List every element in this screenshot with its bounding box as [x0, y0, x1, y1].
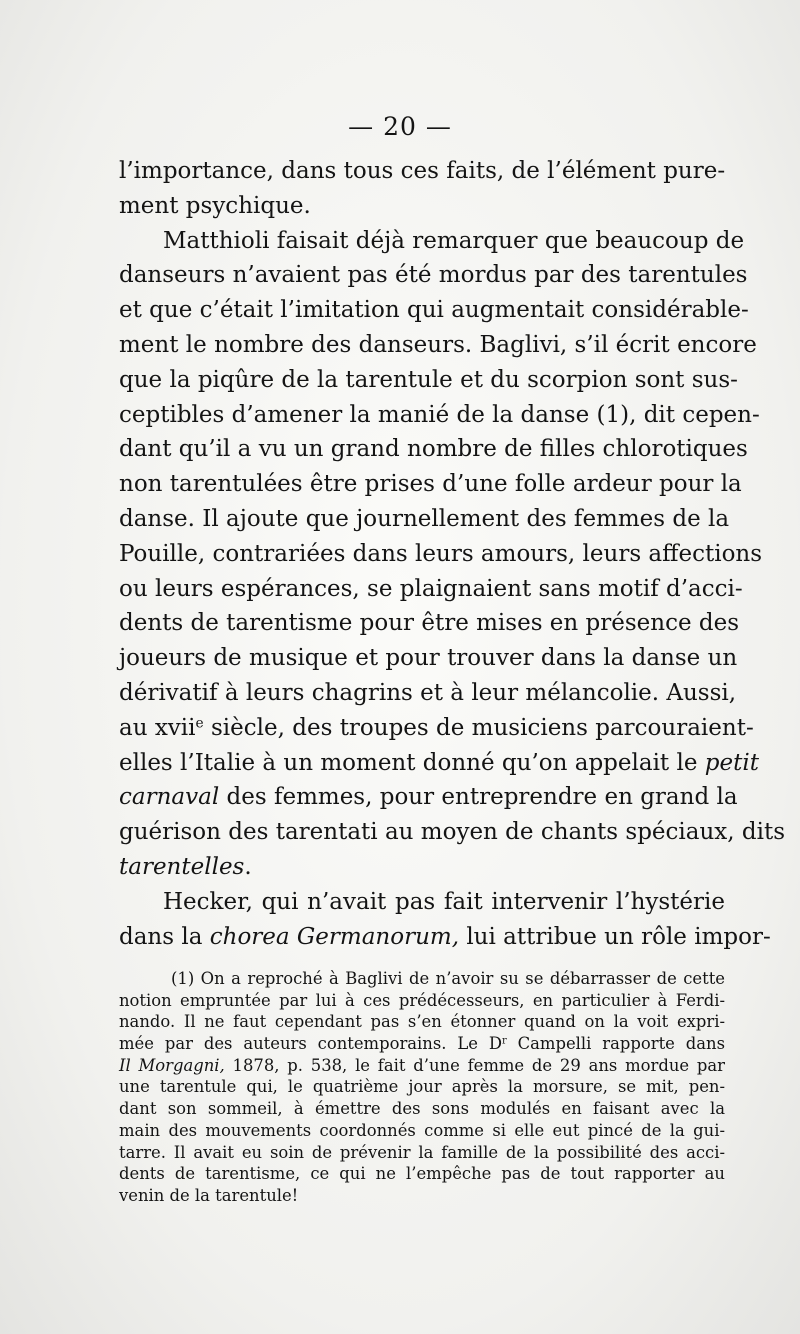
text-line: Hecker, qui n’avait pas fait intervenir l’hystérie: [163, 888, 725, 915]
footnote-line: [119, 1055, 725, 1077]
italic-text: chorea Germanorum,: [209, 923, 460, 950]
text-line: joueurs de musique et pour trouver dans la danse un: [119, 645, 738, 672]
footnote-line: main des mouvements coordonnés comme si elle eut pincé de la gui-: [119, 1120, 725, 1140]
text-line: dant qu’il a vu un grand nombre de filles chlorotiques: [119, 436, 748, 463]
text-line: dérivatif à leurs chagrins et à leur mélancolie. Aussi,: [119, 679, 737, 706]
text-segment: lui attribue un rôle impor-: [459, 923, 771, 950]
footnote-line: dents de tarentisme, ce qui ne l’empêche pas de tout rapporter au: [119, 1164, 725, 1184]
text-line: danseurs n’avaient pas été mordus par des tarentules: [119, 262, 748, 289]
footnote: [119, 968, 725, 1207]
paragraph: [119, 885, 771, 955]
text-segment: siècle, des troupes de musiciens parcouraient-: [203, 714, 754, 741]
text-line: dents de tarentisme pour être mises en présence des: [119, 610, 740, 637]
text-line: ou leurs espérances, se plaignaient sans motif d’acci-: [119, 575, 743, 602]
text-segment: mée par des auteurs contemporains. Le D: [119, 1034, 503, 1054]
text-line: [119, 780, 738, 815]
italic-text: petit: [704, 749, 759, 776]
text-segment: elles l’Italie à un moment donné qu’on appelait le: [119, 749, 705, 776]
text-line: ment le nombre des danseurs. Baglivi, s’il écrit encore: [119, 331, 757, 358]
text-segment: 1878, p. 538, le fait d’une femme de 29 ans mordue par: [224, 1055, 725, 1075]
superscript: e: [195, 715, 204, 732]
text-line: [119, 850, 725, 885]
footnote-line: notion empruntée par lui à ces prédécesseurs, en particulier à Ferdi-: [119, 990, 725, 1010]
text-line: [119, 711, 754, 746]
text-line: [119, 920, 771, 955]
page-number: — 20 —: [348, 112, 452, 141]
text-segment: Campelli rapporte dans: [506, 1034, 726, 1054]
footnote-line: une tarentule qui, le quatrième jour après la morsure, se mit, pen-: [119, 1077, 725, 1097]
footnote-line: nando. Il ne faut cependant pas s’en étonner quand on la voit expri-: [119, 1012, 725, 1032]
footnote-line: tarre. Il avait eu soin de prévenir la famille de la possibilité des acci-: [119, 1142, 725, 1162]
paragraph: [119, 224, 786, 885]
italic-text: Il Morgagni,: [119, 1055, 225, 1075]
italic-text: tarentelles: [119, 853, 245, 880]
text-segment: des femmes, pour entreprendre en grand la: [219, 784, 738, 811]
text-line: [119, 746, 759, 781]
text-line: que la piqûre de la tarentule et du scorpion sont sus-: [119, 366, 738, 393]
text-segment: au xvii: [119, 714, 196, 741]
text-line: danse. Il ajoute que journellement des femmes de la: [119, 505, 730, 532]
text-line: Matthioli faisait déjà remarquer que beaucoup de: [163, 227, 745, 254]
text-line: guérison des tarentati au moyen de chants spéciaux, dits: [119, 819, 786, 846]
text-segment: .: [244, 853, 252, 880]
superscript: r: [502, 1035, 507, 1047]
text-line: non tarentulées être prises d’une folle ardeur pour la: [119, 471, 742, 498]
text-line: l’importance, dans tous ces faits, de l’élément pure-: [119, 158, 726, 184]
text-segment: dans la: [119, 923, 210, 950]
footnote-line: venin de la tarentule!: [119, 1185, 299, 1205]
footnote-line: [119, 1033, 725, 1055]
footnote-line: (1) On a reproché à Baglivi de n’avoir su se débarrasser de cette: [171, 969, 725, 988]
paragraph: [119, 154, 725, 224]
text-line: Pouille, contrariées dans leurs amours, leurs affections: [119, 540, 763, 567]
italic-text: carnaval: [119, 784, 220, 811]
text-line: ment psychique.: [119, 192, 311, 219]
text-line: ceptibles d’amener la manié de la danse (1), dit cepen-: [119, 401, 760, 428]
text-line: et que c’était l’imitation qui augmentait considérable-: [119, 297, 749, 324]
footnote-line: dant son sommeil, à émettre des sons modulés en faisant avec la: [119, 1099, 725, 1119]
body-text: [119, 154, 786, 954]
